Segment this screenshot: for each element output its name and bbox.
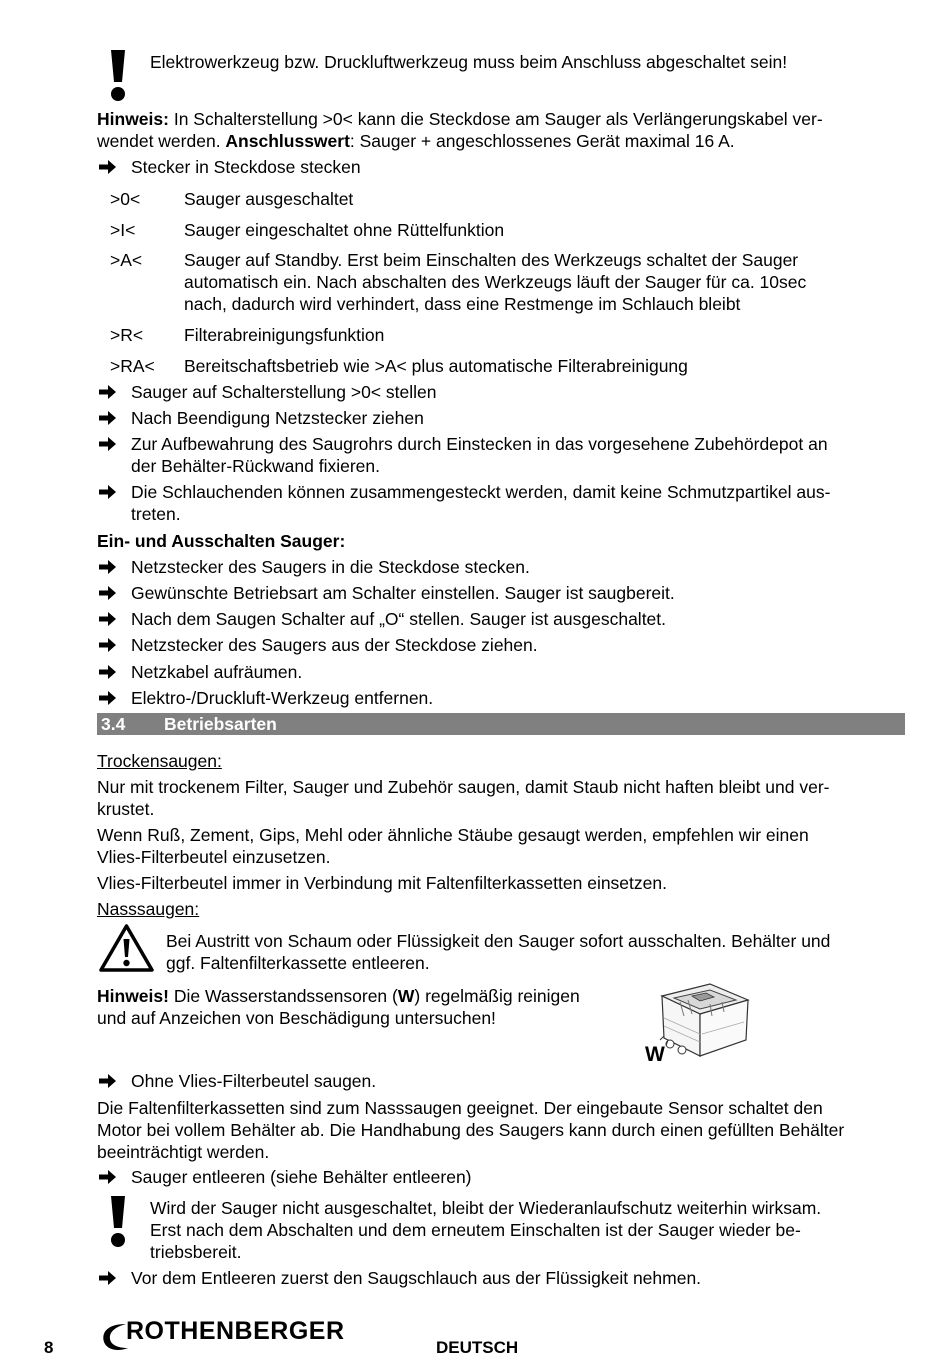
warning-text: ggf. Faltenfilterkassette entleeren.: [166, 953, 430, 973]
warning-text: Erst nach dem Abschalten und dem erneutem Einschalten ist der Sauger wieder be-: [150, 1220, 801, 1240]
hinweis-line-2: wendet werden. Anschlusswert: Sauger + angeschlossenes Gerät maximal 16 A.: [97, 131, 735, 151]
arrow-right-icon: [97, 481, 119, 503]
subheading: Ein- und Ausschalten Sauger:: [97, 531, 346, 551]
section-title: Betriebsarten: [164, 714, 277, 734]
arrow-right-icon: [97, 687, 119, 709]
subheading-trocken: Trockensaugen:: [97, 751, 222, 771]
section-header: [97, 713, 905, 735]
figure-label: W: [645, 1043, 665, 1066]
arrow-right-icon: [97, 381, 119, 403]
paragraph-line: Motor bei vollem Behälter ab. Die Handhabung des Saugers kann durch einen gefüllten Behälter: [97, 1120, 845, 1140]
exclamation-icon: [108, 50, 128, 102]
warning-text: Bei Austritt von Schaum oder Flüssigkeit den Sauger sofort ausschalten. Behälter und: [166, 931, 831, 951]
hinweis-line-1: Hinweis: In Schalterstellung >0< kann die Steckdose am Sauger als Verlängerungskabel ver-: [97, 109, 823, 129]
warning-text: Elektrowerkzeug bzw. Druckluftwerkzeug muss beim Anschluss abgeschaltet sein!: [150, 52, 788, 72]
brand-logo-text: ROTHENBERGER: [126, 1317, 345, 1345]
arrow-right-icon: [97, 1166, 119, 1188]
paragraph-line: Die Faltenfilterkassetten sind zum Nasssaugen geeignet. Der eingebaute Sensor schaltet den: [97, 1098, 823, 1118]
arrow-right-icon: [97, 582, 119, 604]
paragraph-line: krustet.: [97, 799, 155, 819]
paragraph-line: beeinträchtigt werden.: [97, 1142, 270, 1162]
section-number: 3.4: [101, 714, 126, 734]
language-label: DEUTSCH: [436, 1338, 519, 1357]
arrow-right-icon: [97, 556, 119, 578]
exclamation-icon: [108, 1196, 128, 1248]
arrow-right-icon: [97, 407, 119, 429]
arrow-right-icon: [97, 1267, 119, 1289]
arrow-right-icon: [97, 608, 119, 630]
paragraph-line: Nur mit trockenem Filter, Sauger und Zubehör saugen, damit Staub nicht haften bleibt und ver-: [97, 777, 830, 797]
arrow-right-icon: [97, 156, 119, 178]
page-number: 8: [44, 1338, 54, 1357]
warning-text: Wird der Sauger nicht ausgeschaltet, bleibt der Wiederanlaufschutz weiterhin wirksam.: [150, 1198, 822, 1218]
arrow-right-icon: [97, 634, 119, 656]
paragraph-line: Vlies-Filterbeutel einzusetzen.: [97, 847, 331, 867]
warning-triangle-icon: [98, 923, 155, 973]
arrow-right-icon: [97, 661, 119, 683]
warning-text: triebsbereit.: [150, 1242, 242, 1262]
arrow-right-icon: [97, 433, 119, 455]
paragraph-line: Wenn Ruß, Zement, Gips, Mehl oder ähnliche Stäube gesaugt werden, empfehlen wir einen: [97, 825, 809, 845]
hinweis-line-1: Hinweis! Die Wasserstandssensoren (W) regelmäßig reinigen: [97, 986, 580, 1006]
paragraph-line: Vlies-Filterbeutel immer in Verbindung mit Faltenfilterkassetten einsetzen.: [97, 873, 667, 893]
arrow-right-icon: [97, 1070, 119, 1092]
subheading-nass: Nasssaugen:: [97, 899, 200, 919]
hinweis-line-2: und auf Anzeichen von Beschädigung untersuchen!: [97, 1008, 496, 1028]
